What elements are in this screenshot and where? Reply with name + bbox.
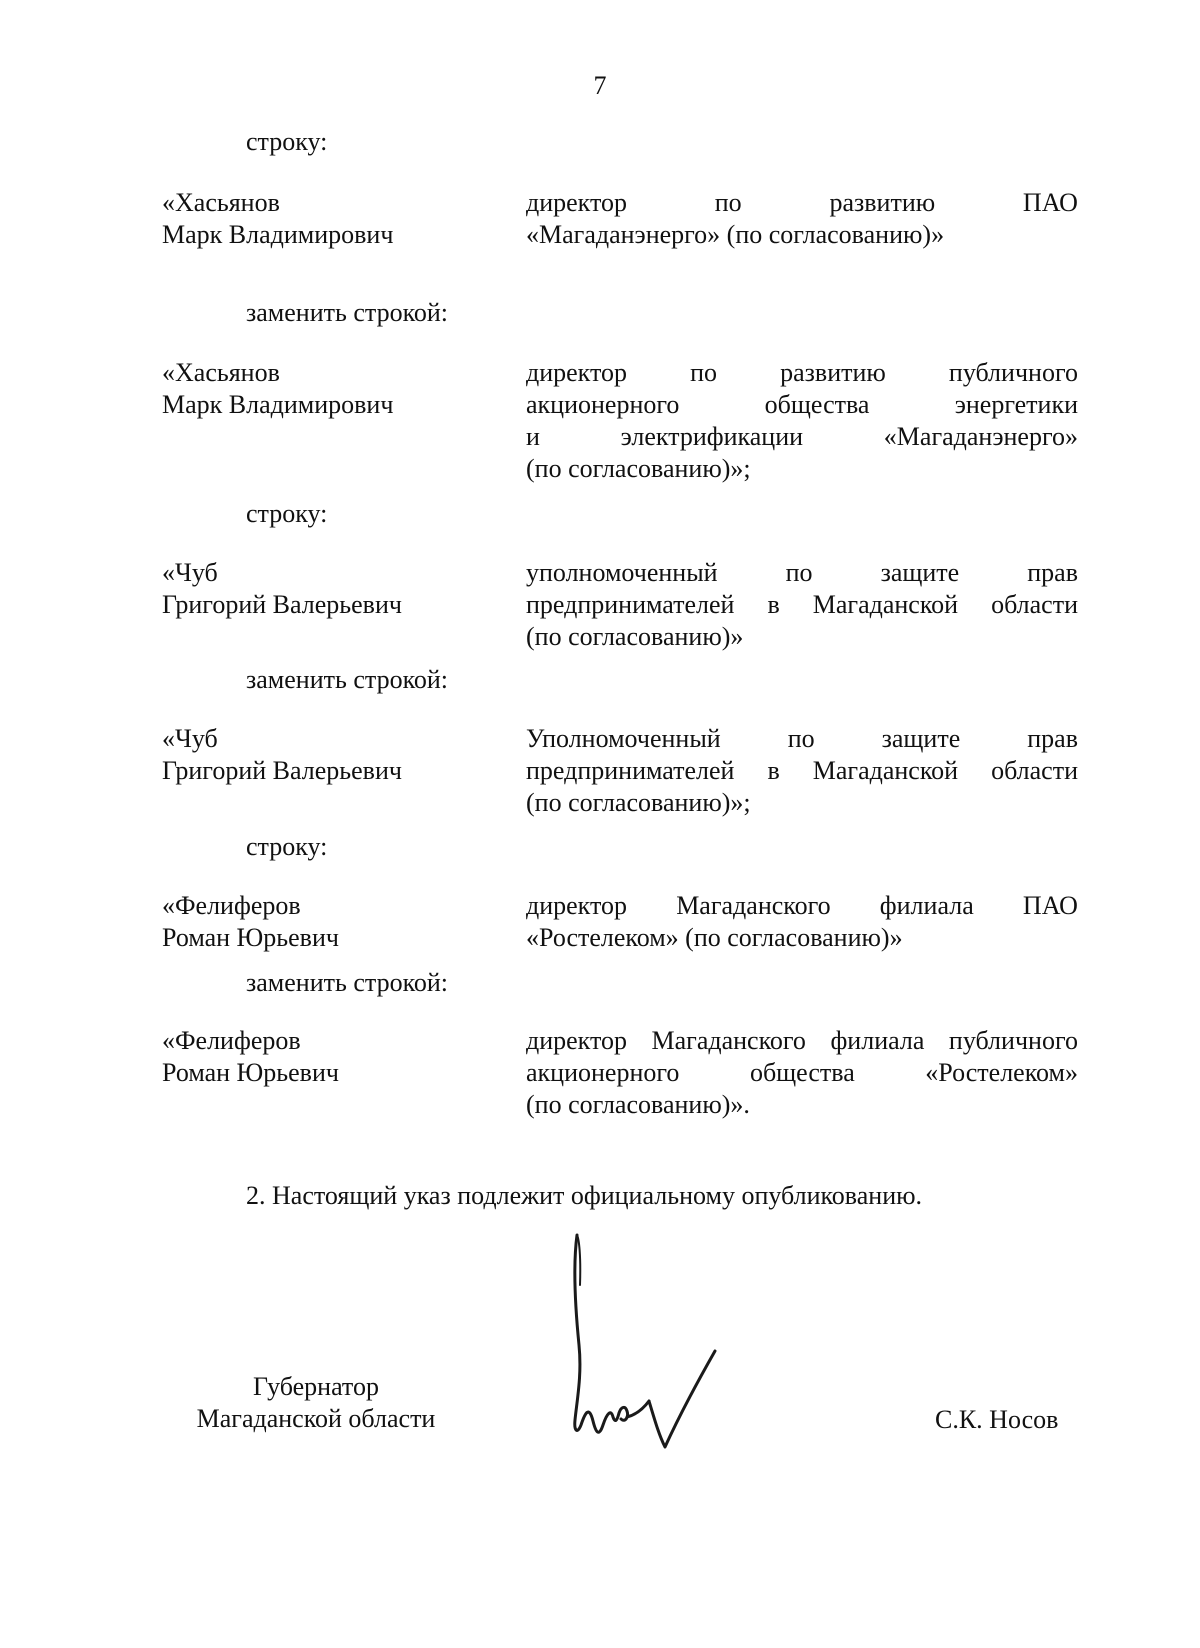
desc-line: (по согласованию)»	[526, 622, 744, 651]
desc-line: «Магаданэнерго» (по согласованию)»	[526, 220, 945, 249]
signatory-title	[166, 1371, 466, 1435]
desc-word: «Магаданэнерго»	[883, 422, 1078, 451]
desc-word: области	[991, 756, 1078, 785]
instruction-line: заменить строкой:	[246, 298, 449, 327]
desc-word: Уполномоченный	[526, 724, 721, 753]
desc-word: прав	[1027, 724, 1078, 753]
person-name	[162, 723, 492, 787]
signatory-name: С.К. Носов	[935, 1405, 1059, 1434]
desc-word: по	[787, 724, 815, 753]
position-description	[526, 890, 1078, 954]
desc-word: директор	[526, 358, 627, 387]
desc-word: развитию	[780, 358, 886, 387]
desc-word: защите	[881, 724, 961, 753]
instruction-line: строку:	[246, 832, 328, 861]
desc-word: по	[690, 358, 718, 387]
surname: «Хасьянов	[162, 358, 280, 387]
desc-word: предпринимателей	[526, 590, 735, 619]
signatory-region: Магаданской области	[196, 1404, 436, 1433]
desc-word: защите	[880, 558, 960, 587]
person-name	[162, 357, 492, 421]
desc-word: и	[526, 422, 540, 451]
desc-word: уполномоченный	[526, 558, 718, 587]
instruction-line: заменить строкой:	[246, 968, 449, 997]
given-names: Марк Владимирович	[162, 390, 394, 419]
page-number: 7	[593, 71, 607, 100]
desc-word: Магаданской	[812, 590, 959, 619]
desc-word: «Ростелеком»	[925, 1058, 1078, 1087]
handwritten-signature	[555, 1225, 735, 1465]
given-names: Роман Юрьевич	[162, 1058, 339, 1087]
desc-line	[526, 890, 1078, 922]
given-names: Марк Владимирович	[162, 220, 394, 249]
desc-word: прав	[1027, 558, 1078, 587]
surname: «Фелиферов	[162, 891, 301, 920]
desc-line: (по согласованию)»;	[526, 454, 751, 483]
paragraph-2: 2. Настоящий указ подлежит официальному опубликованию.	[246, 1181, 923, 1210]
desc-line	[526, 389, 1078, 421]
desc-line: (по согласованию)».	[526, 1090, 750, 1119]
person-name	[162, 187, 492, 251]
desc-line	[526, 557, 1078, 589]
desc-line: (по согласованию)»;	[526, 788, 751, 817]
surname: «Чуб	[162, 724, 218, 753]
desc-line	[526, 1057, 1078, 1089]
surname: «Чуб	[162, 558, 218, 587]
position-description	[526, 723, 1078, 819]
desc-word: филиала	[879, 891, 974, 920]
instruction-line: строку:	[246, 127, 328, 156]
desc-word: Магаданского	[651, 1026, 806, 1055]
position-description	[526, 1025, 1078, 1121]
desc-line	[526, 1025, 1078, 1057]
desc-line	[526, 421, 1078, 453]
desc-word: предпринимателей	[526, 756, 735, 785]
desc-line: «Ростелеком» (по согласованию)»	[526, 923, 903, 952]
desc-word: области	[991, 590, 1078, 619]
given-names: Григорий Валерьевич	[162, 590, 402, 619]
desc-word: электрификации	[620, 422, 804, 451]
desc-word: Магаданского	[676, 891, 831, 920]
desc-word: публичного	[948, 1026, 1078, 1055]
person-name	[162, 557, 492, 621]
desc-word: общества	[764, 390, 870, 419]
desc-word: филиала	[830, 1026, 925, 1055]
position-description	[526, 187, 1078, 251]
desc-word: директор	[526, 891, 627, 920]
desc-word: по	[714, 188, 742, 217]
position-description	[526, 357, 1078, 485]
desc-line	[526, 357, 1078, 389]
desc-word: по	[785, 558, 813, 587]
desc-word: директор	[526, 1026, 627, 1055]
instruction-line: заменить строкой:	[246, 665, 449, 694]
desc-word: ПАО	[1022, 891, 1078, 920]
signatory-position: Губернатор	[253, 1372, 379, 1401]
desc-word: директор	[526, 188, 627, 217]
desc-word: энергетики	[954, 390, 1078, 419]
desc-line	[526, 723, 1078, 755]
desc-line	[526, 755, 1078, 787]
person-name	[162, 890, 492, 954]
desc-word: ПАО	[1022, 188, 1078, 217]
person-name	[162, 1025, 492, 1089]
desc-word: общества	[749, 1058, 855, 1087]
desc-line	[526, 589, 1078, 621]
instruction-line: строку:	[246, 499, 328, 528]
desc-word: акционерного	[526, 1058, 680, 1087]
given-names: Григорий Валерьевич	[162, 756, 402, 785]
surname: «Фелиферов	[162, 1026, 301, 1055]
desc-word: развитию	[829, 188, 936, 217]
desc-word: в	[767, 590, 780, 619]
position-description	[526, 557, 1078, 653]
desc-word: публичного	[948, 358, 1078, 387]
desc-word: Магаданской	[812, 756, 959, 785]
desc-word: акционерного	[526, 390, 680, 419]
given-names: Роман Юрьевич	[162, 923, 339, 952]
desc-word: в	[767, 756, 780, 785]
surname: «Хасьянов	[162, 188, 280, 217]
desc-line	[526, 187, 1078, 219]
